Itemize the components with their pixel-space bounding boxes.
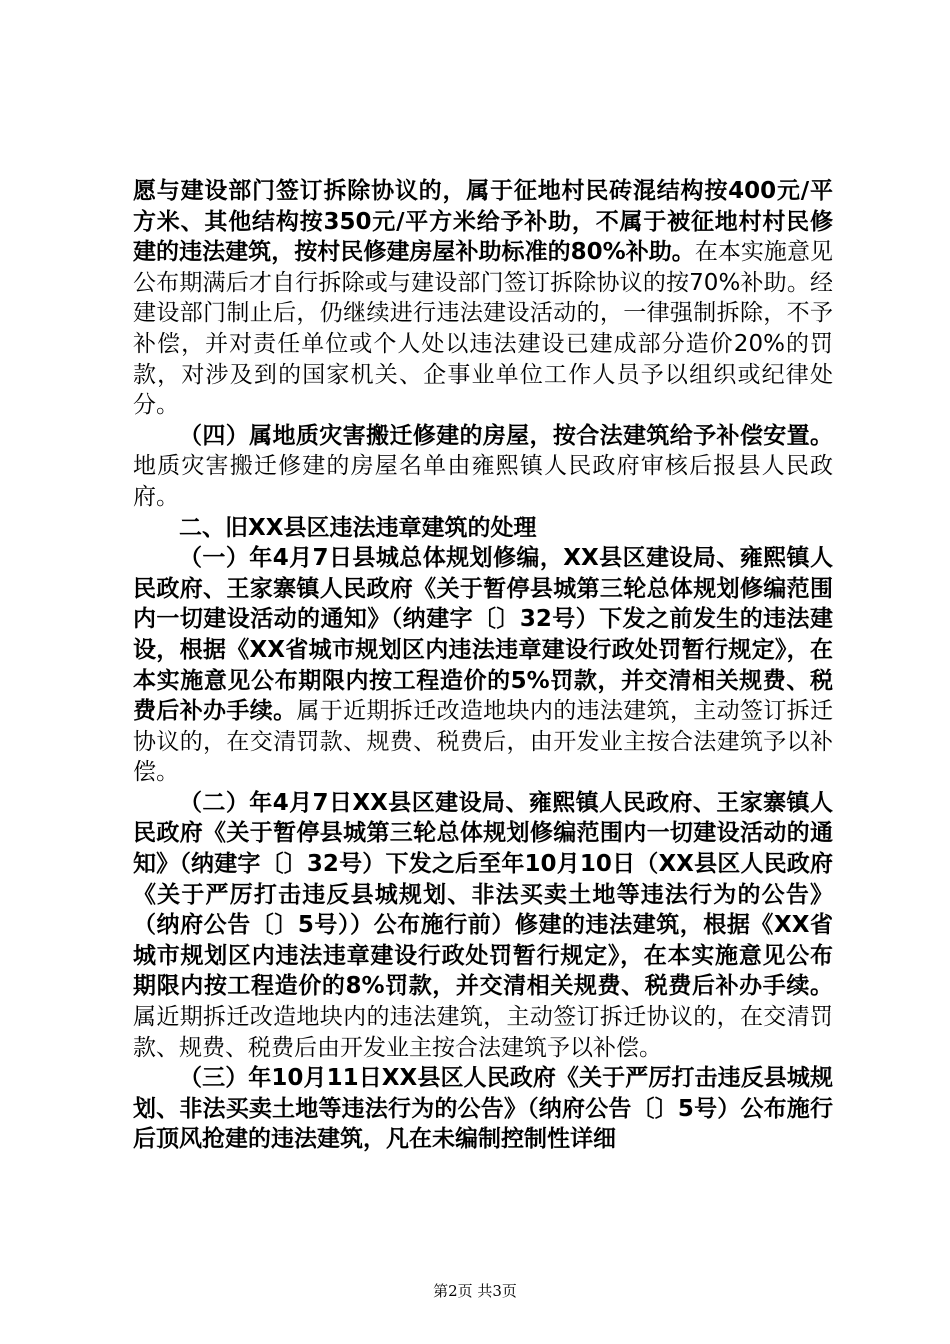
- section-heading-2: [133, 513, 833, 544]
- paragraph-subsidy-continued: [133, 176, 833, 421]
- page-footer: [0, 1280, 950, 1301]
- paragraph-item-3: [133, 1063, 833, 1155]
- document-body: [133, 176, 833, 1155]
- section-heading-text: 二、旧XX县区违法违章建筑的处理: [179, 514, 537, 541]
- paragraph-normal-text: 属近期拆迁改造地块内的违法建筑，主动签订拆迁协议的，在交清罚款、规费、税费后由开发业主按合法建筑予以补偿。: [133, 1004, 833, 1061]
- paragraph-item-1: [133, 543, 833, 788]
- paragraph-normal-text: 在本实施意见公布期满后才自行拆除或与建设部门签订拆除协议的按70%补助。经建设部门制止后，仍继续进行违法建设活动的，一律强制拆除，不予补偿，并对责任单位或个人处以违法建设已建成部分造价20%的罚款，对涉及到的国家机关、企事业单位工作人员予以组织或纪律处分。: [133, 239, 833, 419]
- paragraph-bold-text: （四）属地质灾害搬迁修建的房屋，按合法建筑给予补偿安置。: [179, 422, 833, 449]
- paragraph-item-4: [133, 421, 833, 513]
- paragraph-item-2: [133, 788, 833, 1063]
- paragraph-bold-text: （三）年10月11日XX县区人民政府《关于严厉打击违反县城规划、非法买卖土地等违法行为的公告》（纳府公告〔〕5号）公布施行后顶风抢建的违法建筑，凡在未编制控制性详细: [133, 1065, 833, 1153]
- paragraph-bold-text: （一）年4月7日县城总体规划修编，XX县区建设局、雍熙镇人民政府、王家寨镇人民政府《关于暂停县城第三轮总体规划修编范围内一切建设活动的通知》（纳建字〔〕32号）下发之前发生的违法建设，根据《XX省城市规划区内违法违章建设行政处罚暂行规定》，在本实施意见公布期限内按工程造价的5%罚款，并交清相关规费、税费后补办手续。: [133, 545, 833, 725]
- paragraph-bold-text: （二）年4月7日XX县区建设局、雍熙镇人民政府、王家寨镇人民政府《关于暂停县城第三轮总体规划修编范围内一切建设活动的通知》（纳建字〔〕32号）下发之后至年10月10日（XX县区人民政府《关于严厉打击违反县城规划、非法买卖土地等违法行为的公告》（纳府公告〔〕5号））公布施行前）修建的违法建筑，根据《XX省城市规划区内违法违章建设行政处罚暂行规定》，在本实施意见公布期限内按工程造价的8%罚款，并交清相关规费、税费后补办手续。: [133, 789, 833, 1000]
- page-number-label: 第2页 共3页: [433, 1282, 517, 1300]
- paragraph-bold-text: 愿与建设部门签订拆除协议的，属于征地村民砖混结构按400元/平方米、其他结构按350元/平方米给予补助，不属于被征地村村民修建的违法建筑，按村民修建房屋补助标准的80%补助。: [133, 178, 833, 266]
- paragraph-normal-text: 地质灾害搬迁修建的房屋名单由雍熙镇人民政府审核后报县人民政府。: [133, 453, 833, 510]
- paragraph-normal-text: 属于近期拆迁改造地块内的违法建筑，主动签订拆迁协议的，在交清罚款、规费、税费后，由开发业主按合法建筑予以补偿。: [133, 698, 834, 786]
